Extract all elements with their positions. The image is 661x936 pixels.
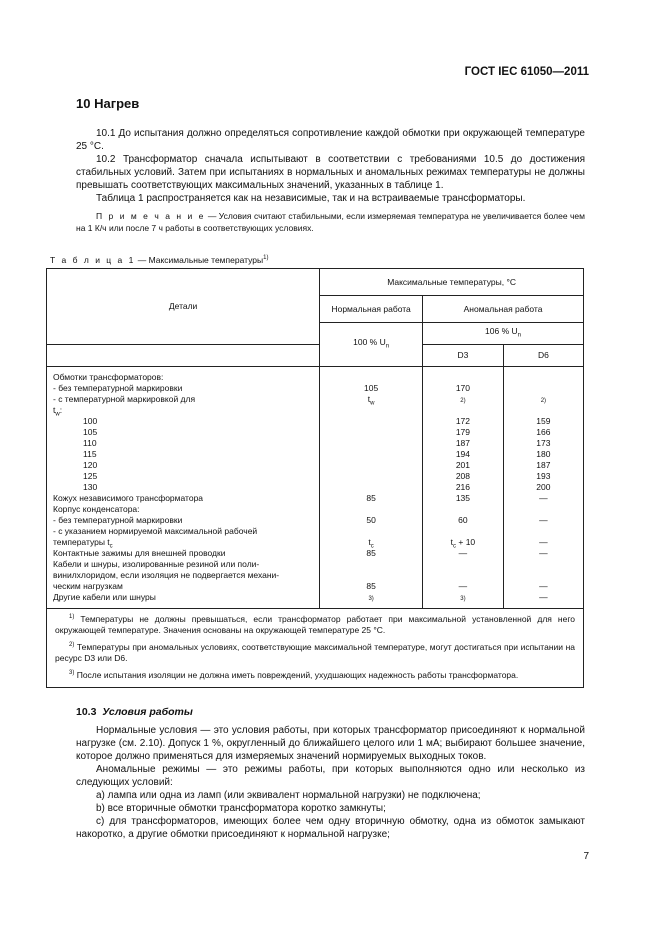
- details-column: [47, 367, 320, 609]
- table-cell-d: [53, 449, 313, 460]
- table-cell-text: 173: [536, 438, 551, 448]
- table-cell-n: [326, 581, 416, 592]
- table-cell-a: [429, 449, 497, 460]
- table-cell-subscript: c: [109, 543, 113, 550]
- table-cell-d: [53, 372, 313, 383]
- header-normal-100-sub: n: [385, 343, 390, 350]
- table-cell-n: [326, 537, 416, 548]
- table-cell-text: 200: [536, 482, 551, 492]
- table-cell-a: [429, 372, 497, 383]
- table-cell-text: 50: [366, 515, 376, 525]
- header-abnormal-106-sub: n: [517, 332, 521, 339]
- table-footnotes: [47, 609, 584, 688]
- table-cell-b: [510, 581, 577, 592]
- table-cell-text: температуры t: [53, 537, 110, 547]
- table-cell-text: 135: [455, 493, 470, 503]
- table-cell-subscript: w: [55, 411, 60, 418]
- table-cell-n: [326, 548, 416, 559]
- table-cell-a: [429, 515, 497, 526]
- table-cell-d: [53, 581, 313, 592]
- note-text: — Условия считают стабильными, если измеряемая температура не увеличивается более чем на 1 К/ч или после 7 ч работы в соответствующих условиях.: [76, 211, 585, 233]
- table-cell-suffix: :: [59, 405, 63, 415]
- table-cell-d: [53, 460, 313, 471]
- table-cell-a: [429, 537, 497, 548]
- table-cell-text: 85: [366, 493, 376, 503]
- table-cell-n: [326, 372, 416, 383]
- table-cell-subscript: c: [453, 543, 457, 550]
- table-cell-text: 100: [83, 416, 98, 426]
- table-cell-n: [326, 383, 416, 394]
- table-cell-a: [429, 548, 497, 559]
- table-cell-n: [326, 592, 416, 603]
- table-cell-b: [510, 438, 577, 449]
- table-cell-d: [53, 548, 313, 559]
- table-cell-b: [510, 482, 577, 493]
- table-cell-a: [429, 570, 497, 581]
- table-cell-text: —: [539, 493, 548, 503]
- subsection-number: 10.3: [76, 706, 97, 718]
- table-cell-text: 159: [536, 416, 551, 426]
- table-cell-a: [429, 460, 497, 471]
- d6-column: [503, 367, 583, 609]
- table-cell-text: - с температурной маркировкой для: [53, 394, 196, 404]
- table-cell-b: [510, 372, 577, 383]
- table-cell-text: t: [368, 537, 371, 547]
- table-cell-b: [510, 504, 577, 515]
- table-cell-b: [510, 471, 577, 482]
- footnote-2-mark: 2): [69, 641, 75, 648]
- table-cell-a: [429, 438, 497, 449]
- table-cell-b: [510, 515, 577, 526]
- table-cell-d: [53, 471, 313, 482]
- footnote-3-text: После испытания изоляции не должна иметь повреждений, ухудшающих надежность работы трансформатора.: [74, 669, 519, 680]
- table-cell-a: [429, 482, 497, 493]
- table-caption-text: — Максимальные температуры: [135, 255, 264, 265]
- table-cell-d: [53, 394, 313, 405]
- table-cell-text: - с указанием нормируемой максимальной рабочей: [53, 526, 258, 536]
- table-cell-b: [510, 383, 577, 394]
- header-d6: D6: [503, 345, 583, 367]
- table-cell-text: 3): [460, 596, 466, 602]
- table-cell-d: [53, 559, 313, 570]
- list-item-a: а) лампа или одна из ламп (или эквивалент нормальной нагрузки) не подключена;: [96, 790, 481, 801]
- footnote-1: [55, 612, 575, 637]
- table-cell-d: [53, 383, 313, 394]
- max-temperatures-table: [46, 268, 584, 688]
- table-cell-text: ческим нагрузкам: [53, 581, 123, 591]
- table-cell-n: [326, 482, 416, 493]
- table-cell-n: [326, 438, 416, 449]
- table-cell-a: [429, 383, 497, 394]
- table-cell-a: [429, 416, 497, 427]
- table-cell-b: [510, 548, 577, 559]
- table-caption: [50, 255, 268, 265]
- table-cell-b: [510, 493, 577, 504]
- table-cell-a: [429, 504, 497, 515]
- table-cell-a: [429, 526, 497, 537]
- table-cell-b: [510, 559, 577, 570]
- table-cell-b: [510, 416, 577, 427]
- table-cell-b: [510, 570, 577, 581]
- paragraph-normal-conditions: Нормальные условия — это условия работы, при которых трансформатор присоединяют к нормальной нагрузке (см. 2.10). Допуск 1 %, округленный до ближайшего целого или 1 мА; выбирают большее значение, которое должно применяться для измеряемых значений нормируемых выходных токов.: [76, 725, 585, 762]
- table-cell-text: - без температурной маркировки: [53, 383, 183, 393]
- table-cell-suffix: + 10: [456, 537, 476, 547]
- table-cell-text: —: [458, 548, 468, 558]
- paragraph-10-2: 10.2 Трансформатор сначала испытывают в соответствии с требованиями 10.5 до достижения стабильных условий. Затем при испытаниях в нормальных и аномальных режимах температуры не должны превышать соответствующих максимальных значений, указанных в таблице 1.: [76, 154, 585, 191]
- table-cell-n: [326, 493, 416, 504]
- table-cell-text: 2): [460, 398, 466, 404]
- table-cell-d: [53, 570, 313, 581]
- note-label: П р и м е ч а н и е: [96, 211, 206, 221]
- footnote-1-mark: 1): [69, 614, 75, 620]
- table-cell-d: [53, 537, 313, 548]
- table-cell-a: [429, 427, 497, 438]
- header-d3: D3: [423, 345, 504, 367]
- table-cell-text: 180: [536, 449, 551, 459]
- paragraph-abnormal-modes: Аномальные режимы — это режимы работы, при которых выполняются одно или несколько из следующих условий:: [76, 764, 585, 788]
- subsection-heading: Условия работы: [102, 706, 193, 718]
- table-cell-text: —: [539, 592, 548, 602]
- table-cell-a: [429, 581, 497, 592]
- table-cell-b: [510, 449, 577, 460]
- table-cell-n: [326, 460, 416, 471]
- table-cell-n: [326, 515, 416, 526]
- table-cell-text: Обмотки трансформаторов:: [53, 372, 164, 382]
- table-caption-footnote-mark: 1): [263, 255, 269, 262]
- table-cell-b: [510, 592, 577, 603]
- table-cell-a: [429, 493, 497, 504]
- table-cell-text: 60: [458, 515, 468, 525]
- table-cell-d: [53, 482, 313, 493]
- table-cell-text: t: [367, 394, 371, 404]
- table-cell-text: 130: [83, 482, 98, 492]
- paragraph-10-1: 10.1 До испытания должно определяться сопротивление каждой обмотки при окружающей температуре 25 °С.: [76, 128, 585, 152]
- table-cell-text: винилхлоридом, если изоляция не подвергается механи-: [53, 570, 280, 580]
- paragraph-table-scope: Таблица 1 распространяется как на независимые, так и на встраиваемые трансформаторы.: [96, 193, 526, 204]
- table-cell-text: 120: [83, 460, 98, 470]
- table-cell-text: 3): [368, 596, 374, 602]
- table-cell-b: [510, 537, 577, 548]
- table-cell-text: Кабели и шнуры, изолированные резиной или поли-: [53, 559, 260, 569]
- table-cell-d: [53, 493, 313, 504]
- table-cell-text: 216: [455, 482, 470, 492]
- table-cell-d: [53, 405, 313, 416]
- table-cell-d: [53, 416, 313, 427]
- table-cell-n: [326, 504, 416, 515]
- table-cell-text: 115: [83, 449, 97, 459]
- footnote-2: [55, 640, 575, 665]
- table-cell-text: 105: [364, 383, 379, 393]
- table-cell-n: [326, 471, 416, 482]
- table-cell-d: [53, 515, 313, 526]
- subsection-title: [76, 706, 193, 718]
- table-cell-n: [326, 559, 416, 570]
- table-cell-text: 125: [83, 471, 98, 481]
- table-cell-text: 166: [536, 427, 551, 437]
- header-details: Детали: [47, 269, 320, 345]
- table-cell-d: [53, 526, 313, 537]
- normal-column: [320, 367, 423, 609]
- table-cell-text: 208: [455, 471, 470, 481]
- table-cell-d: [53, 438, 313, 449]
- document-header: ГОСТ IEC 61050—2011: [464, 66, 589, 78]
- footnote-3: [55, 668, 575, 681]
- table-cell-n: [326, 449, 416, 460]
- footnote-1-text: Температуры не должны превышаться, если трансформатор работает при максимальной установленной для него окружающей температуре. Значения основаны на окружающей температуре 25 °С.: [55, 613, 575, 636]
- table-cell-b: [510, 394, 577, 405]
- header-abnormal: Аномальная работа: [423, 296, 584, 323]
- table-cell-text: 85: [366, 581, 376, 591]
- table-cell-text: Другие кабели или шнуры: [53, 592, 156, 602]
- page-number: 7: [583, 851, 589, 862]
- table-cell-text: 179: [455, 427, 470, 437]
- d3-column: [423, 367, 504, 609]
- table-cell-text: 187: [536, 460, 551, 470]
- table-cell-n: [326, 526, 416, 537]
- table-cell-text: —: [539, 515, 548, 525]
- table-cell-subscript: w: [370, 400, 375, 407]
- table-cell-b: [510, 460, 577, 471]
- table-cell-text: 2): [540, 398, 547, 404]
- table-cell-b: [510, 427, 577, 438]
- table-cell-text: 201: [455, 460, 470, 470]
- table-cell-text: —: [539, 581, 548, 591]
- table-cell-b: [510, 405, 577, 416]
- header-max-temps: Максимальные температуры, °С: [320, 269, 584, 296]
- table-cell-d: [53, 427, 313, 438]
- table-cell-a: [429, 559, 497, 570]
- table-cell-text: 110: [83, 438, 97, 448]
- table-cell-n: [326, 416, 416, 427]
- table-cell-n: [326, 394, 416, 405]
- header-normal-100: [320, 323, 423, 367]
- list-item-c: с) для трансформаторов, имеющих более чем одну вторичную обмотку, одна из обмоток замыкают накоротко, а другие обмотки присоединяют к нормальной нагрузке;: [76, 816, 585, 840]
- table-cell-text: t: [53, 405, 56, 415]
- table-cell-d: [53, 504, 313, 515]
- table-caption-label: Т а б л и ц а 1: [50, 255, 136, 265]
- table-cell-n: [326, 570, 416, 581]
- table-cell-text: 172: [455, 416, 470, 426]
- header-normal-100-text: 100 % U: [353, 336, 386, 347]
- table-cell-text: 85: [366, 548, 376, 558]
- list-item-b: b) все вторичные обмотки трансформатора коротко замкнуты;: [96, 803, 386, 814]
- footnote-2-text: Температуры при аномальных условиях, соответствующие максимальной температуре, могут достигаться при испытании на ресурс D3 или D6.: [55, 641, 575, 664]
- header-normal: Нормальная работа: [320, 296, 423, 323]
- note: [76, 211, 585, 234]
- table-cell-text: 105: [83, 427, 98, 437]
- table-cell-text: Корпус конденсатора:: [53, 504, 140, 514]
- table-cell-text: Контактные зажимы для внешней проводки: [53, 548, 226, 558]
- table-cell-n: [326, 427, 416, 438]
- table-cell-a: [429, 471, 497, 482]
- table-cell-text: 187: [455, 438, 470, 448]
- header-spacer: [47, 345, 320, 367]
- table-cell-text: 193: [536, 471, 551, 481]
- table-cell-text: 170: [455, 383, 470, 393]
- table-cell-text: t: [450, 537, 454, 547]
- table-cell-text: —: [539, 537, 548, 547]
- table-cell-a: [429, 405, 497, 416]
- table-cell-a: [429, 592, 497, 603]
- table-cell-text: —: [539, 548, 548, 558]
- table-cell-a: [429, 394, 497, 405]
- footnote-3-mark: 3): [69, 669, 75, 676]
- table-cell-d: [53, 592, 313, 603]
- header-abnormal-106-text: 106 % U: [485, 325, 518, 336]
- header-abnormal-106: [423, 323, 584, 345]
- section-title: 10 Нагрев: [76, 96, 140, 111]
- table-cell-text: Кожух независимого трансформатора: [53, 493, 204, 503]
- table-cell-subscript: c: [370, 543, 374, 550]
- table-cell-text: - без температурной маркировки: [53, 515, 183, 525]
- table-cell-text: —: [458, 581, 468, 591]
- table-cell-text: 194: [455, 449, 470, 459]
- table-cell-b: [510, 526, 577, 537]
